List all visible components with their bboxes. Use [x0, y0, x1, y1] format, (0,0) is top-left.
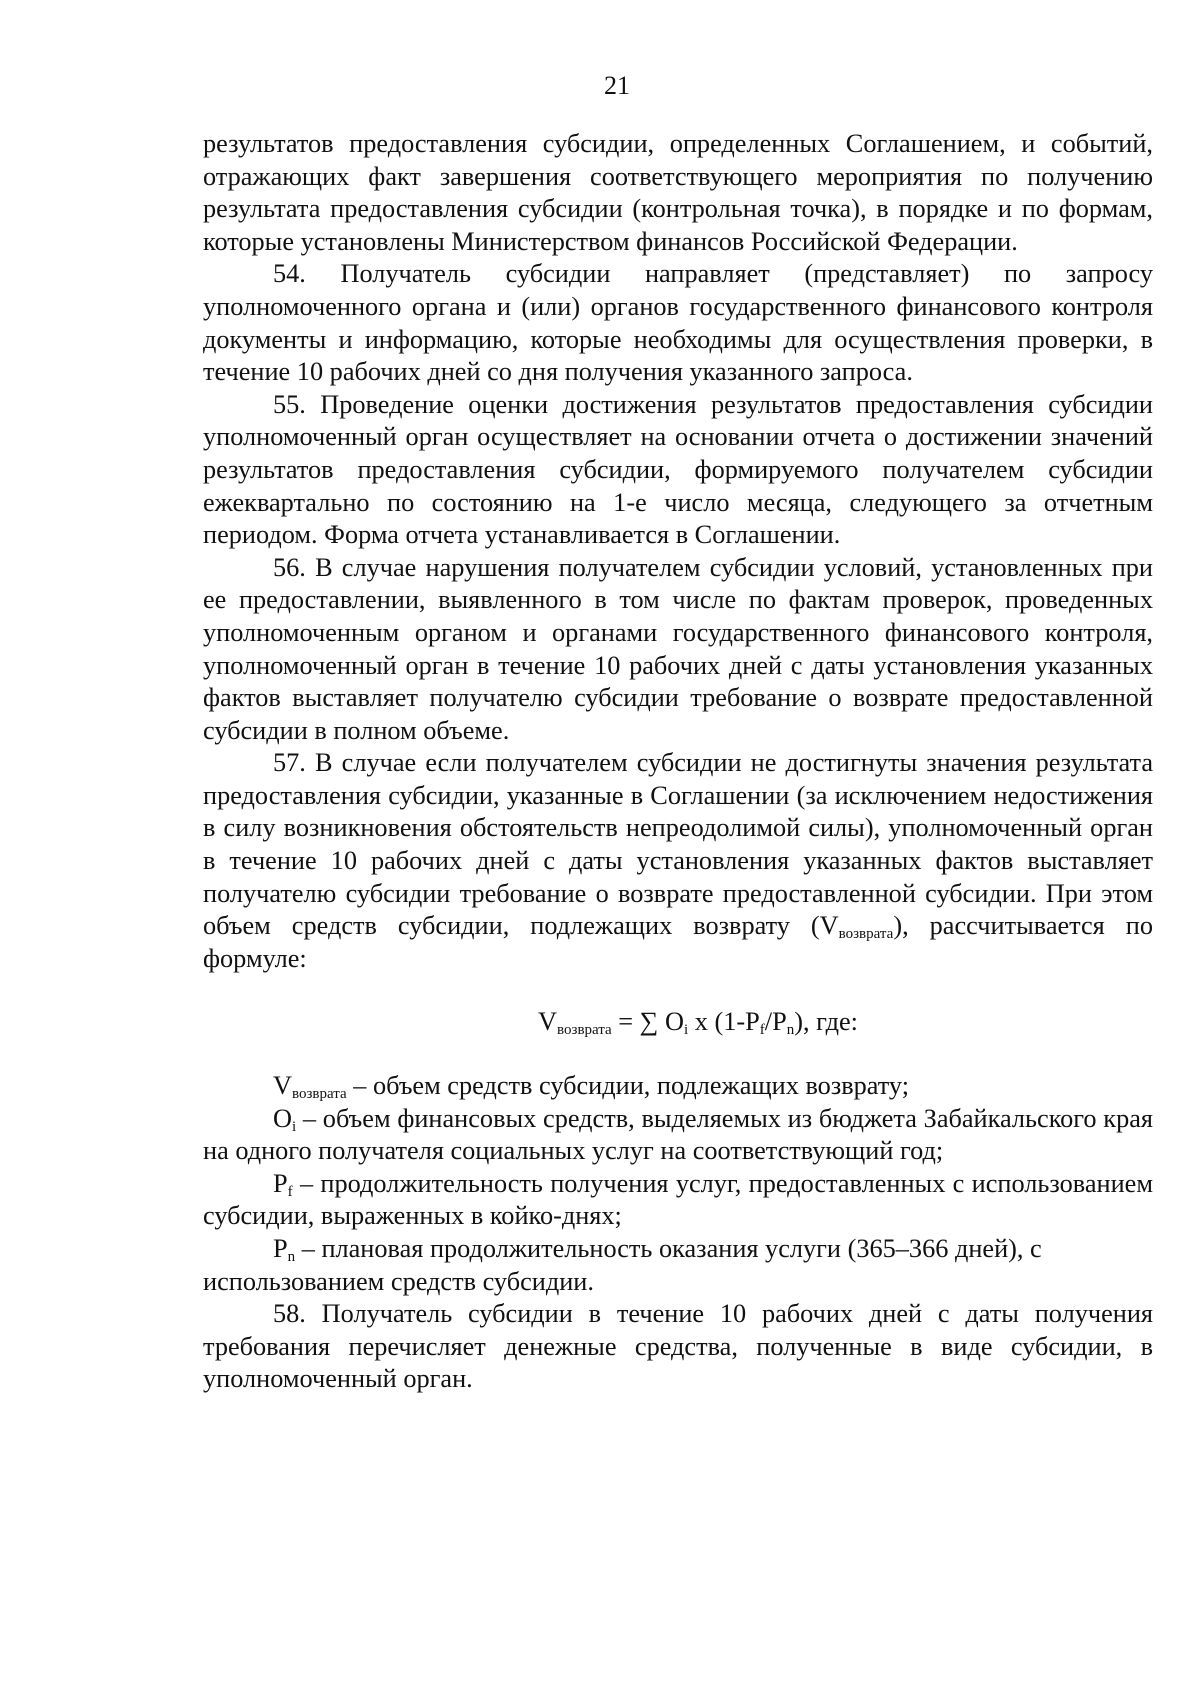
paragraph-57 — [203, 747, 1153, 975]
formula-tail: ), где: — [794, 1007, 858, 1037]
definition-pn — [203, 1233, 1153, 1298]
document-body — [203, 128, 1153, 1396]
formula-v-sub: возврата — [557, 1022, 612, 1039]
paragraph-57-tail: ), рассчитывается по формуле: — [203, 911, 1153, 973]
formula-pf-sub: f — [759, 1022, 765, 1039]
formula-slash: /P — [764, 1007, 787, 1037]
definition-v-text: – объем средств субсидии, подлежащих возврату; — [346, 1071, 910, 1101]
definition-o-symbol: O — [273, 1103, 292, 1133]
definition-pf — [203, 1168, 1153, 1233]
paragraph-55: 55. Проведение оценки достижения результатов предоставления субсидии уполномоченный орган осуществляет на основании отчета о достижении значений результатов предоставления субсидии, формируемого получателем субсидии ежеквартально по состоянию на 1-е число месяца, следующего за отчетным периодом. Форма отчета устанавливается в Соглашении. — [203, 389, 1153, 550]
paragraph-54: 54. Получатель субсидии направляет (представляет) по запросу уполномоченного органа и (или) органов государственного финансового контроля документы и информацию, которые необходимы для осуществления проверки, в течение 10 рабочих дней со дня получения указанного запроса. — [203, 259, 1153, 387]
paragraph-intro: результатов предоставления субсидии, определенных Соглашением, и событий, отражающих факт завершения соответствующего мероприятия по получению результата предоставления субсидии (контрольная точка), в порядке и по формам, которые установлены Министерством финансов Российской Федерации. — [203, 129, 1153, 256]
definition-o — [203, 1103, 1153, 1168]
definition-v-symbol: V — [273, 1071, 292, 1101]
definition-pf-text: – продолжительность получения услуг, предоставленных с использованием субсидии, выраженных в койко-днях; — [203, 1168, 1153, 1231]
formula — [203, 1006, 1153, 1039]
paragraph-56: 56. В случае нарушения получателем субсидии условий, установленных при ее предоставлении, выявленного в том числе по фактам проверок, проведенных уполномоченным органом и органами государственного финансового контроля, уполномоченный орган в течение 10 рабочих дней с даты установления указанных фактов выставляет получателю субсидии требование о возврате предоставленной субсидии в полном объеме. — [203, 552, 1153, 745]
page-number: 21 — [604, 71, 630, 100]
paragraph-57-text: 57. В случае если получателем субсидии не достигнуты значения результата предоставления субсидии, указанные в Соглашении (за исключением недостижения в силу возникновения обстоятельств непреодолимой силы), уполномоченный орган в течение 10 рабочих дней с даты установления указанных фактов выставляет получателю субсидии требование о возврате предоставленной субсидии. При этом объем средств субсидии, подлежащих возврату (V — [203, 748, 1153, 941]
definition-pn-sub: n — [287, 1249, 296, 1265]
formula-sum: = ∑ O — [611, 1007, 684, 1037]
formula-pn-sub: n — [786, 1022, 795, 1039]
formula-times: x (1-P — [688, 1007, 760, 1037]
definition-o-text: – объем финансовых средств, выделяемых из бюджета Забайкальского края на одного получателя социальных услуг на соответствующий год; — [203, 1103, 1153, 1166]
definition-v-sub: возврата — [292, 1086, 347, 1103]
paragraph-57-subscript: возврата — [838, 926, 894, 943]
definition-o-sub: i — [292, 1118, 297, 1135]
formula-v: V — [538, 1007, 558, 1037]
definition-v — [203, 1070, 1153, 1103]
definition-pn-text: – плановая продолжительность оказания услуги (365–366 дней), с использованием средств субсидии. — [203, 1234, 1042, 1296]
definition-pn-symbol: P — [273, 1234, 288, 1263]
definition-pf-sub: f — [287, 1183, 293, 1200]
formula-o-sub: i — [684, 1022, 689, 1039]
definition-pf-symbol: P — [273, 1168, 288, 1198]
paragraph-58: 58. Получатель субсидии в течение 10 рабочих дней с даты получения требования перечисляет денежные средства, полученные в виде субсидии, в уполномоченный орган. — [203, 1299, 1153, 1394]
